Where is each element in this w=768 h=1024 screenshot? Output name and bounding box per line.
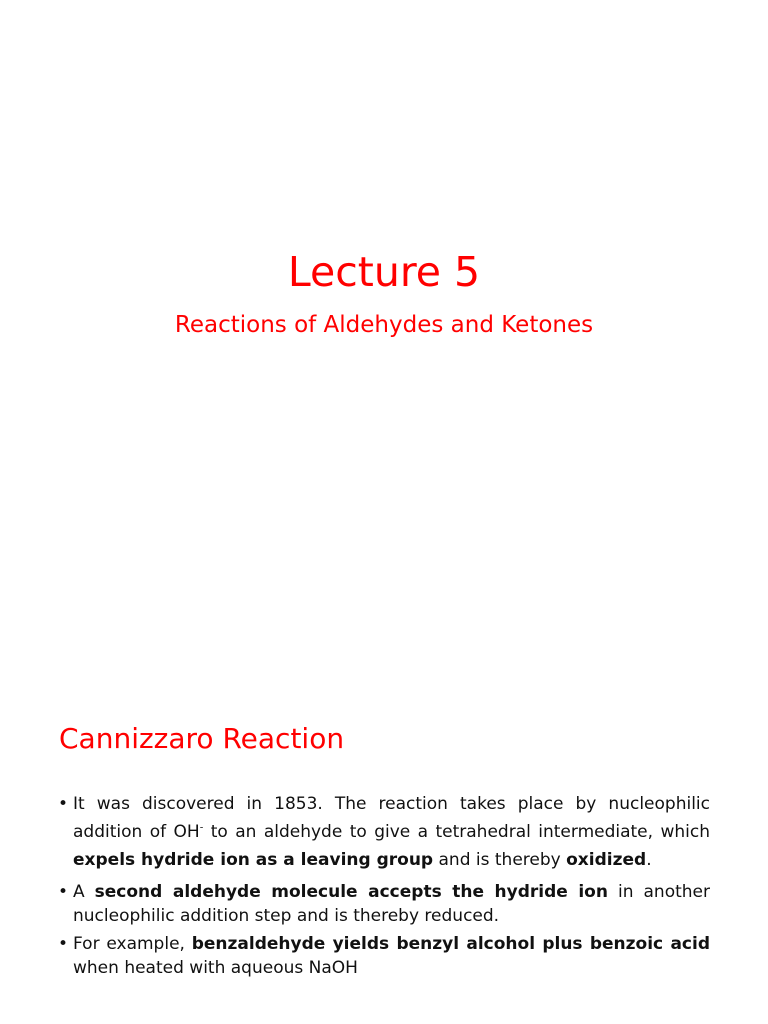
bullet-text: . xyxy=(646,850,652,870)
lecture-title: Lecture 5 xyxy=(287,248,481,296)
bullet-text: A xyxy=(73,882,95,902)
bullet-text: to an aldehyde to give a tetrahedral intermediate, which xyxy=(203,822,710,842)
bullet-item-second-aldehyde xyxy=(58,880,710,928)
bold-text: benzaldehyde yields benzyl alcohol plus benzoic acid xyxy=(191,934,710,954)
slide-heading: Cannizzaro Reaction xyxy=(59,722,345,755)
bullet-text: It was discovered in 1853. The reaction takes place by nucleophilic addition of OH xyxy=(73,794,710,842)
bullet-text: and is thereby xyxy=(433,850,567,870)
bold-text: expels hydride ion as a leaving group xyxy=(73,850,434,870)
bullet-icon: • xyxy=(58,794,69,814)
bullet-list xyxy=(58,790,710,980)
bold-text: second aldehyde molecule accepts the hydride ion xyxy=(94,882,608,902)
bullet-item-discovery xyxy=(58,790,710,874)
lecture-subtitle: Reactions of Aldehydes and Ketones xyxy=(174,312,594,338)
bullet-icon: • xyxy=(58,882,69,902)
bullet-item-example xyxy=(58,932,710,980)
bullet-text: For example, xyxy=(73,934,192,954)
superscript-charge: - xyxy=(199,822,204,834)
bullet-text: when heated with aqueous NaOH xyxy=(73,958,358,978)
bold-text: oxidized xyxy=(566,850,647,870)
content-slide xyxy=(0,576,768,1024)
bullet-icon: • xyxy=(58,934,69,954)
bullet-text: in another nucleophilic addition step and is thereby reduced. xyxy=(73,882,710,926)
